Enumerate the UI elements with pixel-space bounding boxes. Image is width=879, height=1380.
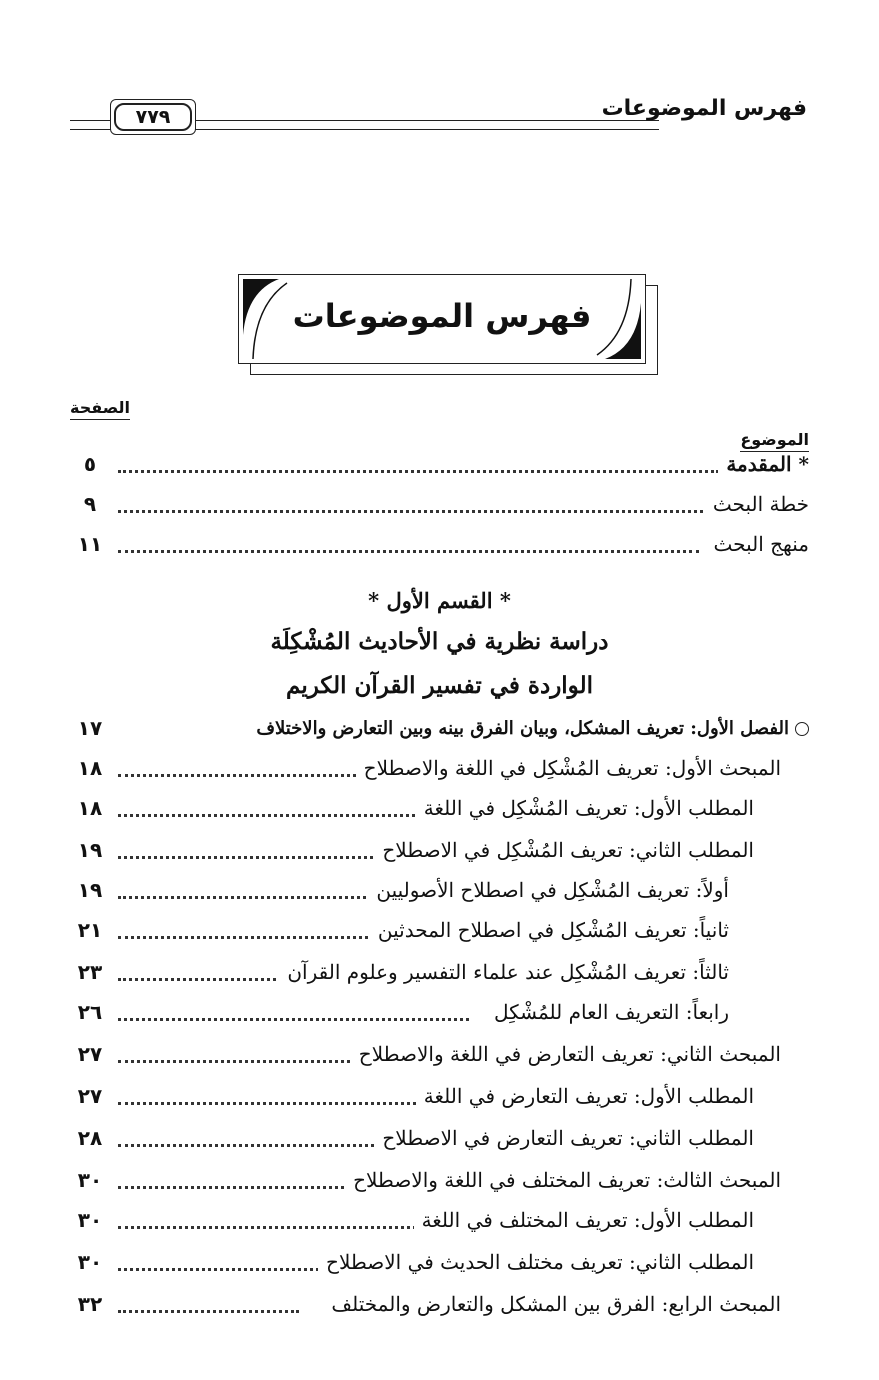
toc-entry-page: ٣٠ xyxy=(77,1168,103,1192)
toc-entry-title: منهج البحث xyxy=(706,532,809,556)
toc-entry-title: المطلب الثاني: تعريف مختلف الحديث في الاصطلاح xyxy=(318,1250,754,1274)
toc-row xyxy=(70,1288,809,1328)
toc-entry-title: المطلب الثاني: تعريف المُشْكِل في الاصطلاح xyxy=(374,838,754,862)
toc-row xyxy=(70,792,809,832)
toc-entry-page: ١٨ xyxy=(77,756,103,780)
toc-entry-page: ٢٣ xyxy=(77,960,103,984)
toc-entry-title: المطلب الثاني: تعريف التعارض في الاصطلاح xyxy=(374,1126,754,1150)
toc-entry-page: ٢٧ xyxy=(77,1084,103,1108)
circle-bullet-icon xyxy=(795,722,809,736)
toc-row xyxy=(70,1122,809,1162)
toc-entry-page: ٢١ xyxy=(77,918,103,942)
toc-entry-title: المبحث الثاني: تعريف التعارض في اللغة والاصطلاح xyxy=(351,1042,781,1066)
toc-row xyxy=(70,1246,809,1286)
toc-entry-page: ٣٢ xyxy=(77,1292,103,1316)
toc-entry-title: المطلب الأول: تعريف المختلف في اللغة xyxy=(414,1208,754,1232)
toc-row xyxy=(70,448,809,488)
toc-row xyxy=(70,1038,809,1078)
toc-row xyxy=(70,874,809,914)
toc-row xyxy=(70,914,809,954)
toc-row xyxy=(70,488,809,528)
leader-dots xyxy=(118,1310,299,1316)
page-header xyxy=(70,96,809,136)
leader-dots xyxy=(118,1060,369,1066)
toc-row xyxy=(70,834,809,874)
toc-entry-page: ٢٨ xyxy=(77,1126,103,1150)
page-title: فهرس الموضوعات xyxy=(292,297,592,335)
column-heading-topic: الموضوع xyxy=(740,430,809,452)
toc-entry-title: المبحث الرابع: الفرق بين المشكل والتعارض والمختلف xyxy=(323,1292,781,1316)
toc-entry-page: ١٨ xyxy=(77,796,103,820)
running-title: فهرس الموضوعات xyxy=(601,96,807,121)
toc-entry-title: ثانياً: تعريف المُشْكِل في اصطلاح المحدثين xyxy=(370,918,729,942)
toc-entry-title: الفصل الأول: تعريف المشكل، وبيان الفرق بينه وبين التعارض والاختلاف xyxy=(256,718,789,739)
toc-entry-page: ٥ xyxy=(83,452,97,476)
toc-entry-page: ١٩ xyxy=(77,838,103,862)
toc-entry-title: رابعاً: التعريف العام للمُشْكِل xyxy=(486,1000,729,1024)
leader-dots xyxy=(118,510,709,516)
chapter-entry xyxy=(248,718,809,739)
part-title-line-1: دراسة نظرية في الأحاديث المُشْكِلَة xyxy=(270,628,609,655)
leader-dots xyxy=(118,896,389,902)
toc-row xyxy=(70,996,809,1036)
leader-dots xyxy=(118,856,409,862)
leader-dots xyxy=(118,1268,319,1274)
toc-row-chapter xyxy=(70,712,809,752)
toc-entry-page: ٣٠ xyxy=(77,1208,103,1232)
toc-row xyxy=(70,1204,809,1244)
leader-dots xyxy=(118,1226,429,1232)
toc-entry-page: ١٧ xyxy=(77,716,103,740)
toc-entry-title: ثالثاً: تعريف المُشْكِل عند علماء التفسير وعلوم القرآن xyxy=(279,960,729,984)
leader-dots xyxy=(118,470,719,476)
toc-row xyxy=(70,956,809,996)
leader-dots xyxy=(118,1102,429,1108)
leader-dots xyxy=(118,936,399,942)
toc-entry-page: ٣٠ xyxy=(77,1250,103,1274)
toc-entry-page: ١٩ xyxy=(77,878,103,902)
leader-dots xyxy=(118,978,299,984)
toc-entry-title: * المقدمة xyxy=(718,452,809,476)
leader-dots xyxy=(118,550,699,556)
toc-row xyxy=(70,752,809,792)
toc-row xyxy=(70,1080,809,1120)
toc-entry-page: ١١ xyxy=(77,532,103,556)
title-box xyxy=(238,274,646,364)
toc-entry-title: المبحث الثالث: تعريف المختلف في اللغة والاصطلاح xyxy=(345,1168,781,1192)
leader-dots xyxy=(118,1144,399,1150)
toc-entry-page: ٩ xyxy=(83,492,97,516)
toc-entry-title: خطة البحث xyxy=(705,492,809,516)
part-label: * القسم الأول * xyxy=(368,588,511,613)
leader-dots xyxy=(118,1186,369,1192)
leader-dots xyxy=(118,1018,469,1024)
page-number: ٧٧٩ xyxy=(114,103,192,131)
column-heading-page: الصفحة xyxy=(70,398,130,420)
part-title-line-2: الواردة في تفسير القرآن الكريم xyxy=(286,672,593,699)
toc-entry-page: ٢٦ xyxy=(77,1000,103,1024)
toc-entry-page: ٢٧ xyxy=(77,1042,103,1066)
toc-entry-title: أولاً: تعريف المُشْكِل في اصطلاح الأصوليين xyxy=(368,878,729,902)
toc-entry-title: المطلب الأول: تعريف المُشْكِل في اللغة xyxy=(416,796,754,820)
page-number-frame xyxy=(110,99,196,135)
toc-row xyxy=(70,1164,809,1204)
toc-row xyxy=(70,528,809,568)
toc-entry-title: المطلب الأول: تعريف التعارض في اللغة xyxy=(416,1084,754,1108)
toc-entry-title: المبحث الأول: تعريف المُشْكِل في اللغة والاصطلاح xyxy=(356,756,781,780)
